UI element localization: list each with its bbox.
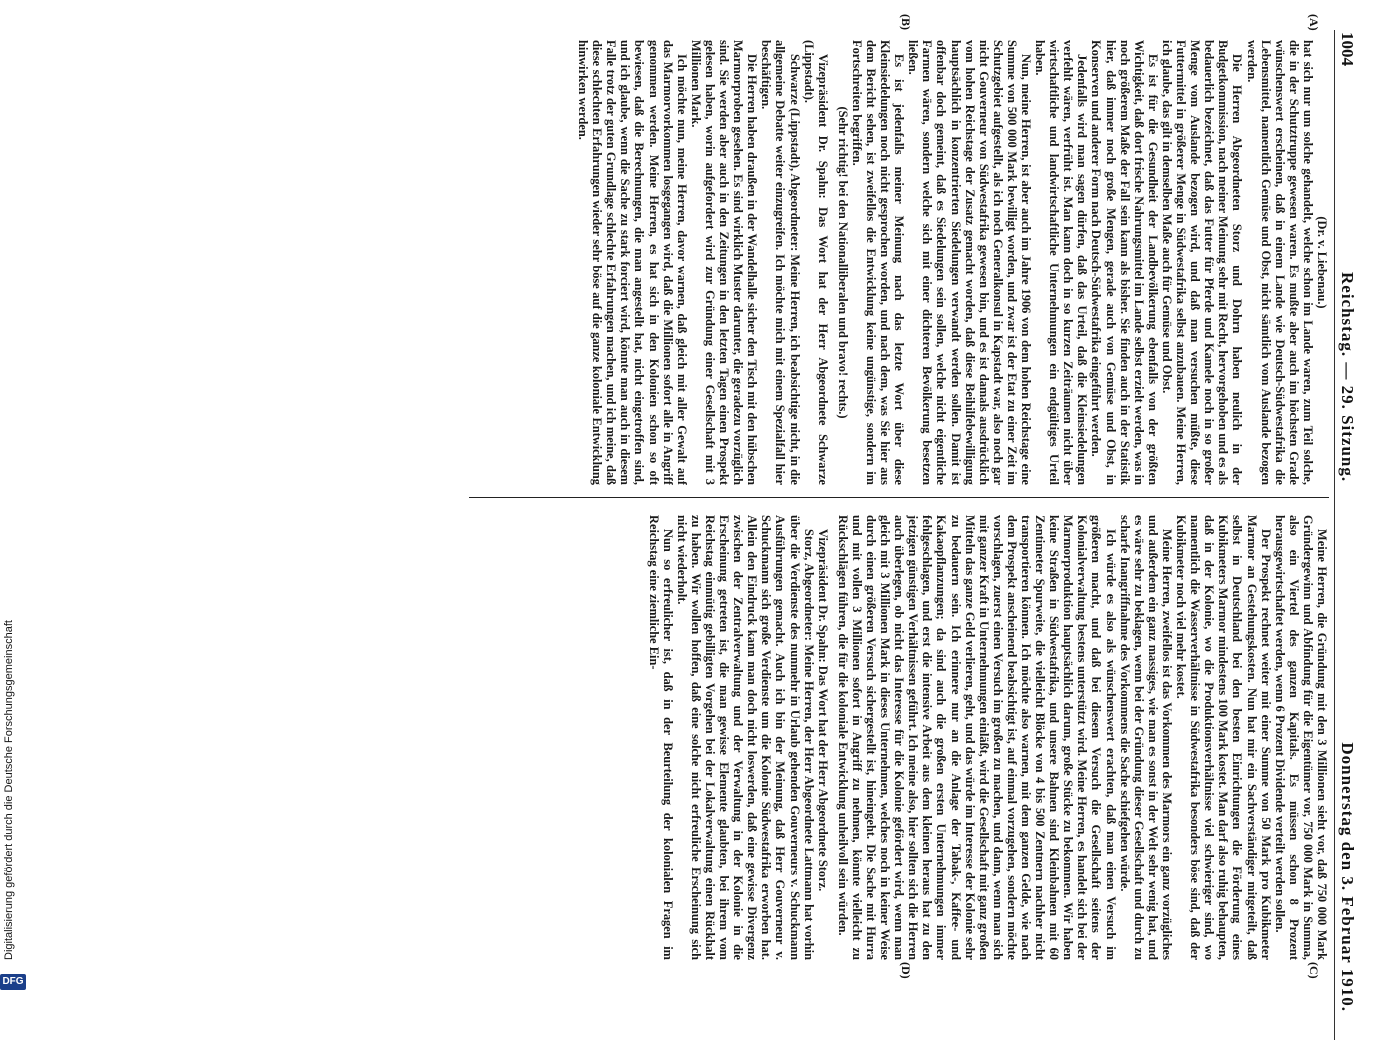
page-number: 1004 bbox=[1338, 32, 1357, 66]
margin-mark-d: (D) bbox=[899, 962, 913, 979]
paragraph: Nun so erfreulicher ist, daß in der Beurteilung der kolonialen Fragen im Reichstag eine ziemliche Ein- bbox=[646, 515, 675, 960]
paragraph: Die Herren haben draußen in der Wandelhalle sicher den Tisch mit den hübschen Marmorproben gesehen. Es sind wirklich Muster darunter, die geradezu vorzüglich sind. Sie werden aber auch in den Zeitungen in den letzten Tagen einen Prospekt gelesen haben, worin aufgefordert wird zur Gründung einer Gesellschaft mit 3 Millionen Mark. bbox=[688, 40, 760, 485]
digitization-credit bbox=[3, 620, 15, 960]
paragraph: Nun, meine Herren, ist aber auch im Jahre 1906 von dem hohen Reichstage eine Summe von 500 000 Mark bewilligt worden, und zwar ist der Etat zu einer Zeit im Schutzgebiet aufgestellt, als ich noch Generalkonsul in Kapstadt war, also noch gar nicht Gouverneur von Südwestafrika gewesen bin, und es ist damals ausdrücklich vom hohen Reichstage der Zusatz gemacht worden, daß diese Beihilfebewilligung hauptsächlich in konzentrierten Siedelungen verwandt werden sollen. Damit ist offenbar doch gemeint, daß es Siedelungen sein sollen, welche nicht eigentliche Farmen wären, sondern welche sich mit einer dichteren Bevölkerung besetzen ließen. bbox=[906, 40, 1034, 485]
credit-text: Digitalisierung gefördert durch die Deutsche Forschungsgemeinschaft bbox=[3, 620, 15, 960]
margin-mark-a: (A) bbox=[1307, 14, 1321, 31]
president-line: Vizepräsident Dr. Spahn: Das Wort hat der Herr Abgeordnete Schwarze (Lippstadt). bbox=[801, 40, 830, 485]
left-column bbox=[449, 40, 1329, 485]
speaker-tag: (Dr. v. Liebenau.) bbox=[1315, 216, 1329, 309]
paragraph: Storz, Abgeordneter: Meine Herren, der Herr Abgeordnete Lattmann hat vorhin über die Verdienste des nunmehr in Urlaub gehenden Gouverneurs v. Schuckmann Ausführungen gemacht. Auch ich bin der Meinung, daß Herr Gouverneur v. Schuckmann sich große Verdienste um die Kolonie Südwestafrika erworben hat. Allein den Eindruck kann man doch nicht loswerden, daß eine gewisse Divergenz zwischen der Zentralverwaltung und der Verwaltung in der Kolonie in die Erscheinung getreten ist, die man gewisse Elemente glaubten, bei ihrem vom Reichstag einmütig gebilligten Vorgehen bei der Lokalverwaltung einen Rückhalt zu haben. Wir wollen hoffen, daß eine solche nicht erfreuliche Erscheinung sich nicht wiederholt. bbox=[674, 515, 816, 960]
paragraph: Die Herren Abgeordneten Storz und Dohrn haben neulich in der Budgetkommission, nach meiner Meinung sehr mit Recht, hervorgehoben und es als bedauerlich bezeichnet, daß das Futter für Pferde und Kamele noch in so großer Menge vom Auslande bezogen wird, und daß man versuchen müßte, diese Futtermittel in größerer Menge in Südwestafrika selbst anzubauen. Meine Herren, ich glaube, das gilt in demselben Maße auch für Gemüse und Obst. bbox=[1159, 40, 1245, 485]
paragraph: Meine Herren, zweifellos ist das Vorkommen des Marmors ein ganz vorzügliches und außerdem ein ganz massiges, wie man es sonst in der Welt sehr wenig hat, und es wäre sehr zu beklagen, wenn bei der Gründung dieser Gesellschaft und durch zu scharfe Inangriffnahme des Vorkommens die Sache schiefgehen würde. bbox=[1117, 515, 1174, 960]
page-title: Reichstag. — 29. Sitzung. bbox=[1338, 272, 1357, 483]
paragraph: Meine Herren, die Gründung mit den 3 Millionen sieht vor, daß 750 000 Mark Gründergewinn und Abfindung für die Eigentümer vor, 750 000 Mark in Summa, also ein Viertel des ganzen Kapitals. Es müssen schon 8 Prozent herausgewirtschaftet werden, wenn 6 Prozent Dividende verteilt werden sollen. bbox=[1272, 515, 1329, 960]
paragraph: Es ist jedenfalls meiner Meinung nach das letzte Wort über diese Kleinsiedelungen noch nicht gesprochen worden, und nach dem, was Sie hier aus dem Bericht sehen, ist zweifellos die Entwicklung keine ungünstige, sondern im Fortschreiten begriffen. bbox=[849, 40, 907, 485]
paragraph: Der Prospekt rechnet weiter mit einer Summe von 50 Mark pro Kubikmeter Marmor an Gestehungskosten. Nun hat mir ein Sachverständiger mitgeteilt, daß selbst in Deutschland bei den besten Einrichtungen die Förderung eines Kubikmeters Marmor mindestens 100 Mark kostet. Man darf also ruhig behaupten, daß in der Kolonie, wo die Produktionsverhältnisse viel schwieriger sind, wo namentlich die Wasserverhältnisse in Südwestafrika besonders böse sind, daß der Kubikmeter noch viel mehr kostet. bbox=[1174, 515, 1273, 960]
margin-mark-b: (B) bbox=[899, 14, 913, 30]
page-header bbox=[1325, 32, 1365, 1042]
right-column bbox=[449, 515, 1329, 960]
margin-mark-c: (C) bbox=[1307, 962, 1321, 979]
column-divider bbox=[469, 497, 1329, 498]
paragraph: hat sich nur um solche gehandelt, welche schon im Lande waren, zum Teil solche, die in der Schutztruppe gewesen waren. Es mußte aber auch im höchsten Grade wünschenswert erscheinen, daß in einem Lande wie Deutsch-Südwestafrika die Lebensmittel, namentlich Gemüse und Obst, nicht sämtlich vom Auslande bezogen werden. bbox=[1244, 40, 1315, 485]
applause-note: (Sehr richtig! bei den Nationalliberalen und bravo! rechts.) bbox=[835, 106, 850, 419]
president-line: Vizepräsident Dr. Spahn: Das Wort hat der Herr Abgeordnete Storz. bbox=[815, 529, 830, 892]
session-date: Donnerstag den 3. Februar 1910. bbox=[1338, 742, 1357, 1012]
paragraph: Ich möchte nun, meine Herren, davor warnen, daß gleich mit aller Gewalt auf das Marmorvorkommen losgegangen wird, daß die Millionen sofort alle in Angriff genommen werden. Meine Herren, es hat sich in den Kolonien schon so oft bewiesen, daß die Berechnungen, die man angestellt hat, nicht eingetroffen sind, und ich glaube, wenn die Sache zu stark forciert wird, könnte man auch in diesem Falle trotz der guten Grundlage schlechte Erfahrungen machen, und ich meine, daß diese schlechten Erfahrungen wieder sehr böse auf die ganze koloniale Entwicklung hinwirken werden. bbox=[576, 40, 689, 485]
paragraph: Jedenfalls wird man sagen dürfen, daß das Urteil, daß die Kleinsiedelungen verfehlt wären, verfrüht ist. Man kann doch in so kurzen Zeiträumen nicht über wirtschaftliche und landwirtschaftliche Unternehmungen ein endgültiges Urteil haben. bbox=[1033, 40, 1090, 485]
paragraph: Ich würde es also als wünschenswert erachten, daß man einen Versuch im größeren macht, und daß bei diesem Versuch die Gesellschaft seitens der Kolonialverwaltung bestens unterstützt wird. Meine Herren, es handelt sich bei der Marmorproduktion hauptsächlich darum, große Stücke zu bekommen. Wir haben keine Straßen in Südwestafrika, und unsere Bahnen sind Kleinbahnen mit 60 Zentimeter Spurweite, die vielleicht Blöcke von 4 bis 500 Zentnern nachher nicht transportieren können. Ich möchte also warnen, mit dem ganzen Gelde, wie nach dem Prospekt anscheinend beabsichtigt ist, auf einmal vorzugehen, sondern möchte vorschlagen, zuerst einen Versuch im großen zu machen, und dann, wenn man sich mit ganzer Kraft in Unternehmungen einläßt, wird die Gesellschaft mit ganz großen Mitteln das ganze Geld verlieren, geht, und das würde im Interesse der Kolonie sehr zu bedauern sein. Ich erinnere nur an die Anlage der Tabak-, Kaffee- und Kakaopflanzungen; da sind auch die großen ersten Unternehmungen immer fehlgeschlagen, und erst die intensive Arbeit aus dem kleinen heraus hat zu den jetzigen günstigen Verhältnissen geführt. Ich meine also, hier sollten sich die Herren auch überlegen, ob nicht das Interesse für die Kolonie gefördert wird, wenn man gleich mit 3 Millionen Mark in dieses Unternehmen, welches noch in keiner Weise durch einen größeren Versuch sichergestellt ist, hineingeht. Die Sache mit Hurra und mit vollen 3 Millionen sofort in Angriff zu nehmen, könnte vielleicht zu Rückschlägen führen, die für die koloniale Entwicklung unheilvoll sein würden. bbox=[835, 515, 1118, 960]
header-rule bbox=[1334, 30, 1335, 1040]
paragraph: Schwarze (Lippstadt), Abgeordneter: Meine Herren, ich beabsichtige nicht, in die allgemeine Debatte weiter einzugreifen. Ich möchte mich mit einem Spezialfall hier beschäftigen. bbox=[759, 40, 802, 485]
paragraph: Es ist für die Gesundheit der Landbevölkerung ebenfalls von der größten Wichtigkeit, daß dort frische Nahrungsmittel im Lande selbst erzielt werden, was in noch größerem Maße der Fall sein kann als bisher. Sie finden auch in der Statistik hier, daß immer noch große Mengen, gerade auch von Gemüse und Obst, in Konserven und anderer Form nach Deutsch-Südwestafrika eingeführt werden. bbox=[1089, 40, 1160, 485]
dfg-logo: DFG bbox=[0, 974, 26, 990]
